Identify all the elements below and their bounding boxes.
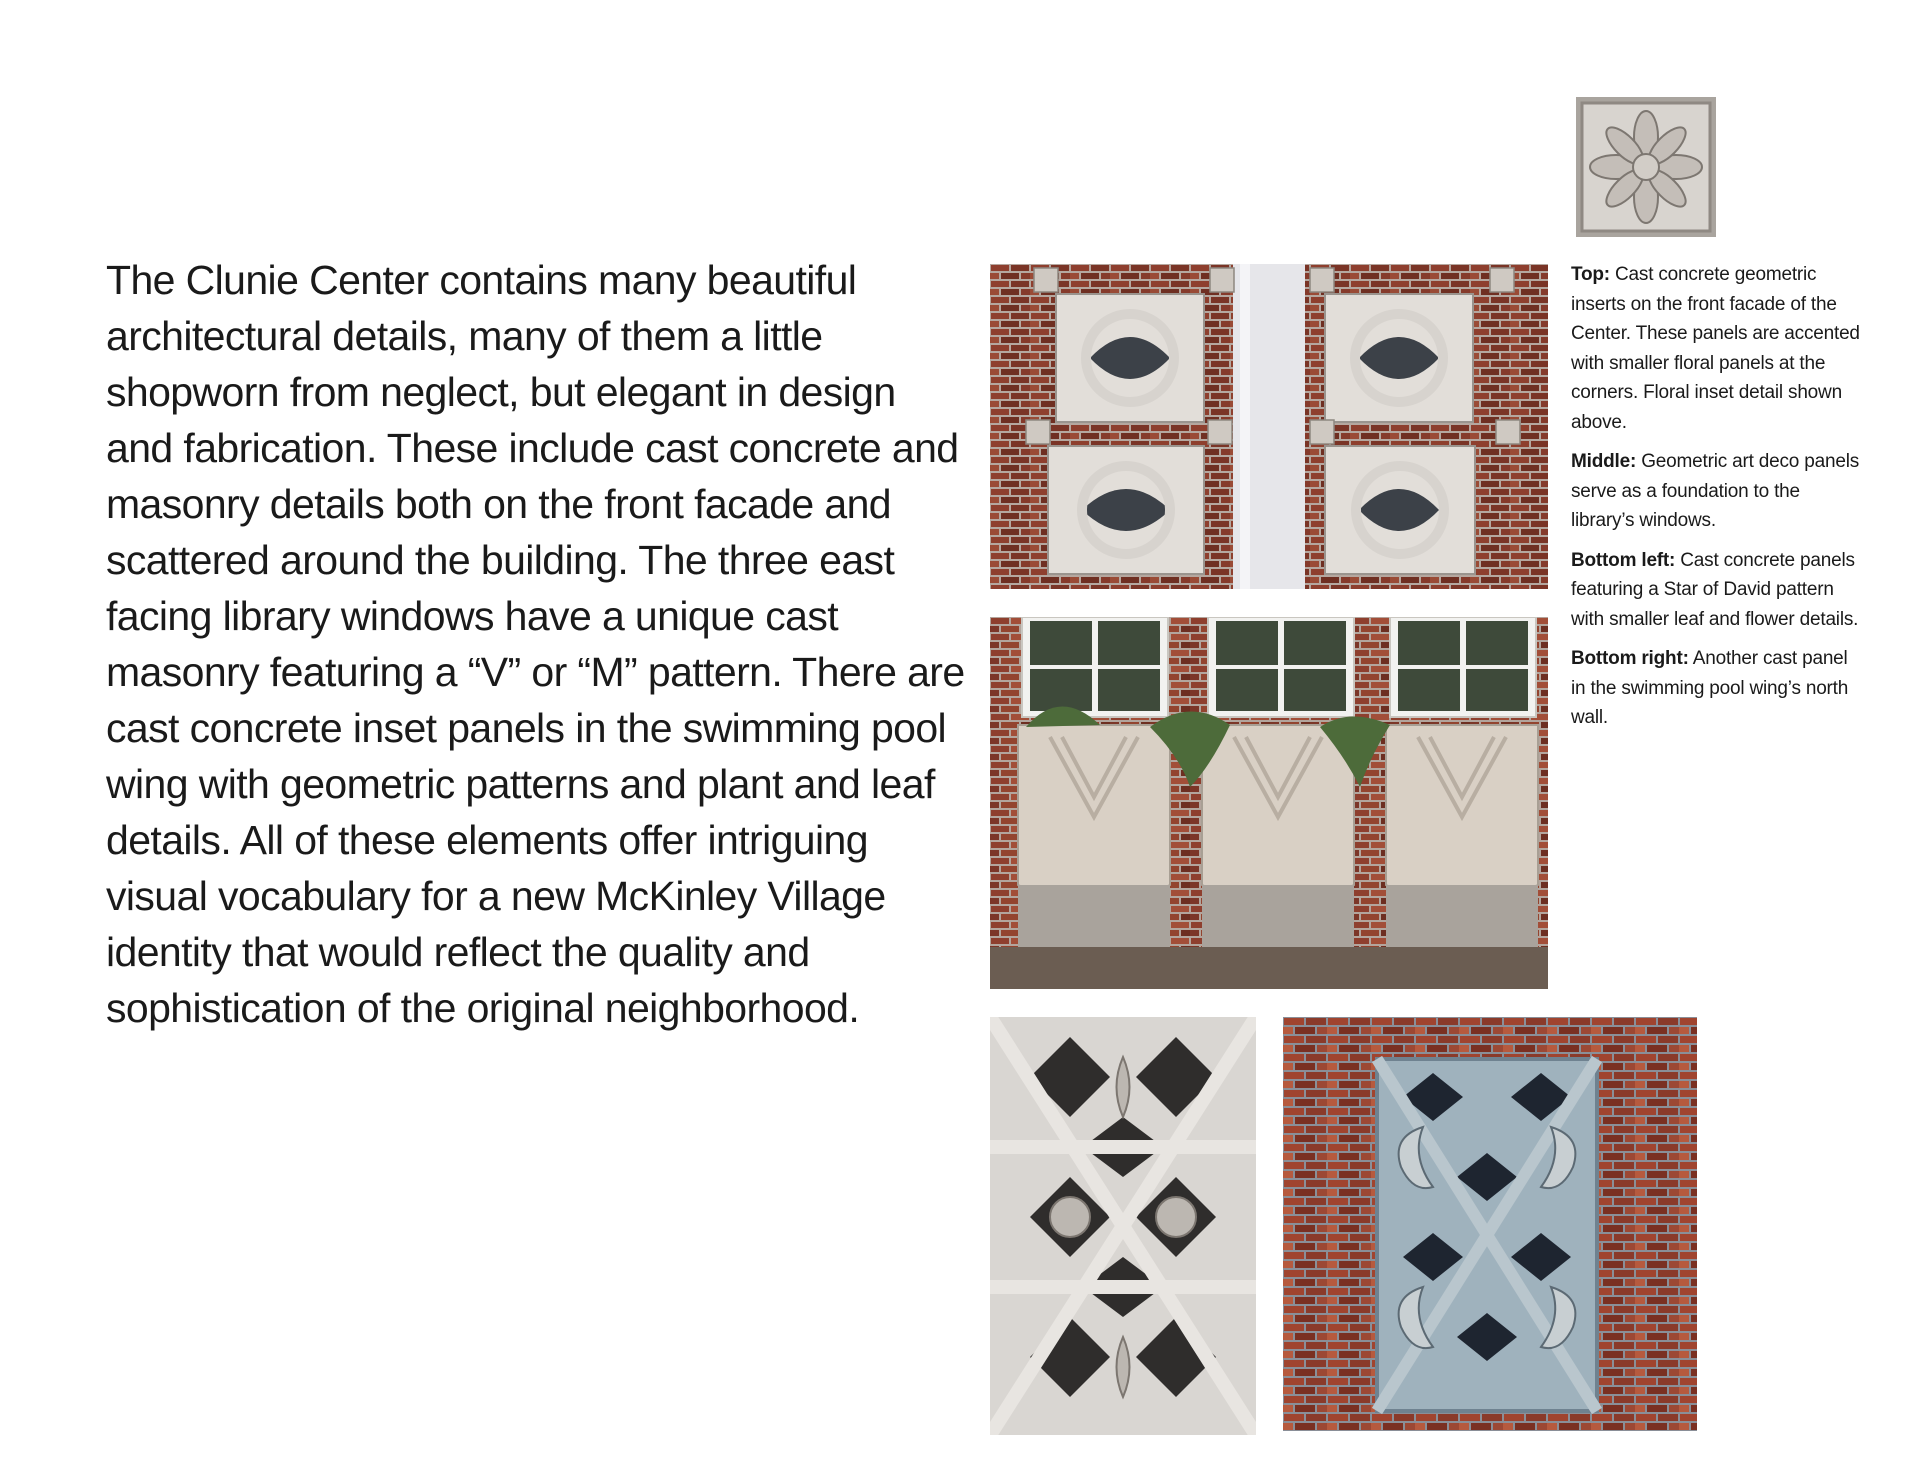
caption-bottom-right-text: Another cast panel in the swimming pool wing’s north wall. (1571, 648, 1849, 728)
library-windows-image (990, 617, 1548, 989)
star-panel-image (990, 1017, 1256, 1435)
front-facade-photo (990, 264, 1548, 589)
front-facade-image (990, 264, 1548, 589)
north-wall-panel-image (1283, 1017, 1697, 1431)
floral-inset-photo (1576, 97, 1716, 237)
caption-bottom-left (1571, 546, 1861, 635)
caption-middle-label: Middle: (1571, 451, 1637, 472)
north-wall-panel-photo (1283, 1017, 1697, 1431)
caption-top-text: Cast concrete geometric inserts on the front facade of the Center. These panels are accented with smaller floral panels at the corners. Floral inset detail shown above. (1571, 264, 1860, 433)
floral-inset-image (1576, 97, 1716, 237)
photo-captions (1571, 260, 1861, 743)
caption-bottom-left-label: Bottom left: (1571, 549, 1676, 571)
library-windows-photo (990, 617, 1548, 989)
intro-paragraph: The Clunie Center contains many beautiful architectural details, many of them a little shopworn from neglect, but elegant in design and fabrication. These include cast concrete and masonry details both on the front facade and scattered around the building. The three east facing library windows have a unique cast masonry featuring a “V” or “M” pattern. There are cast concrete inset panels in the swimming pool wing with geometric patterns and plant and leaf details. All of these elements offer intriguing visual vocabulary for a new McKinley Village identity that would reflect the quality and sophistication of the original neighborhood. (106, 257, 965, 1031)
caption-bottom-right (1571, 644, 1861, 733)
caption-bottom-left-text: Cast concrete panels featuring a Star of David pattern with smaller leaf and flower details. (1571, 549, 1859, 630)
caption-bottom-right-label: Bottom right: (1571, 648, 1689, 669)
star-panel-photo (990, 1017, 1256, 1435)
caption-middle (1571, 447, 1861, 536)
caption-top (1571, 260, 1861, 437)
caption-middle-text: Geometric art deco panels serve as a foundation to the library’s windows. (1571, 451, 1860, 531)
caption-top-label: Top: (1571, 264, 1610, 285)
